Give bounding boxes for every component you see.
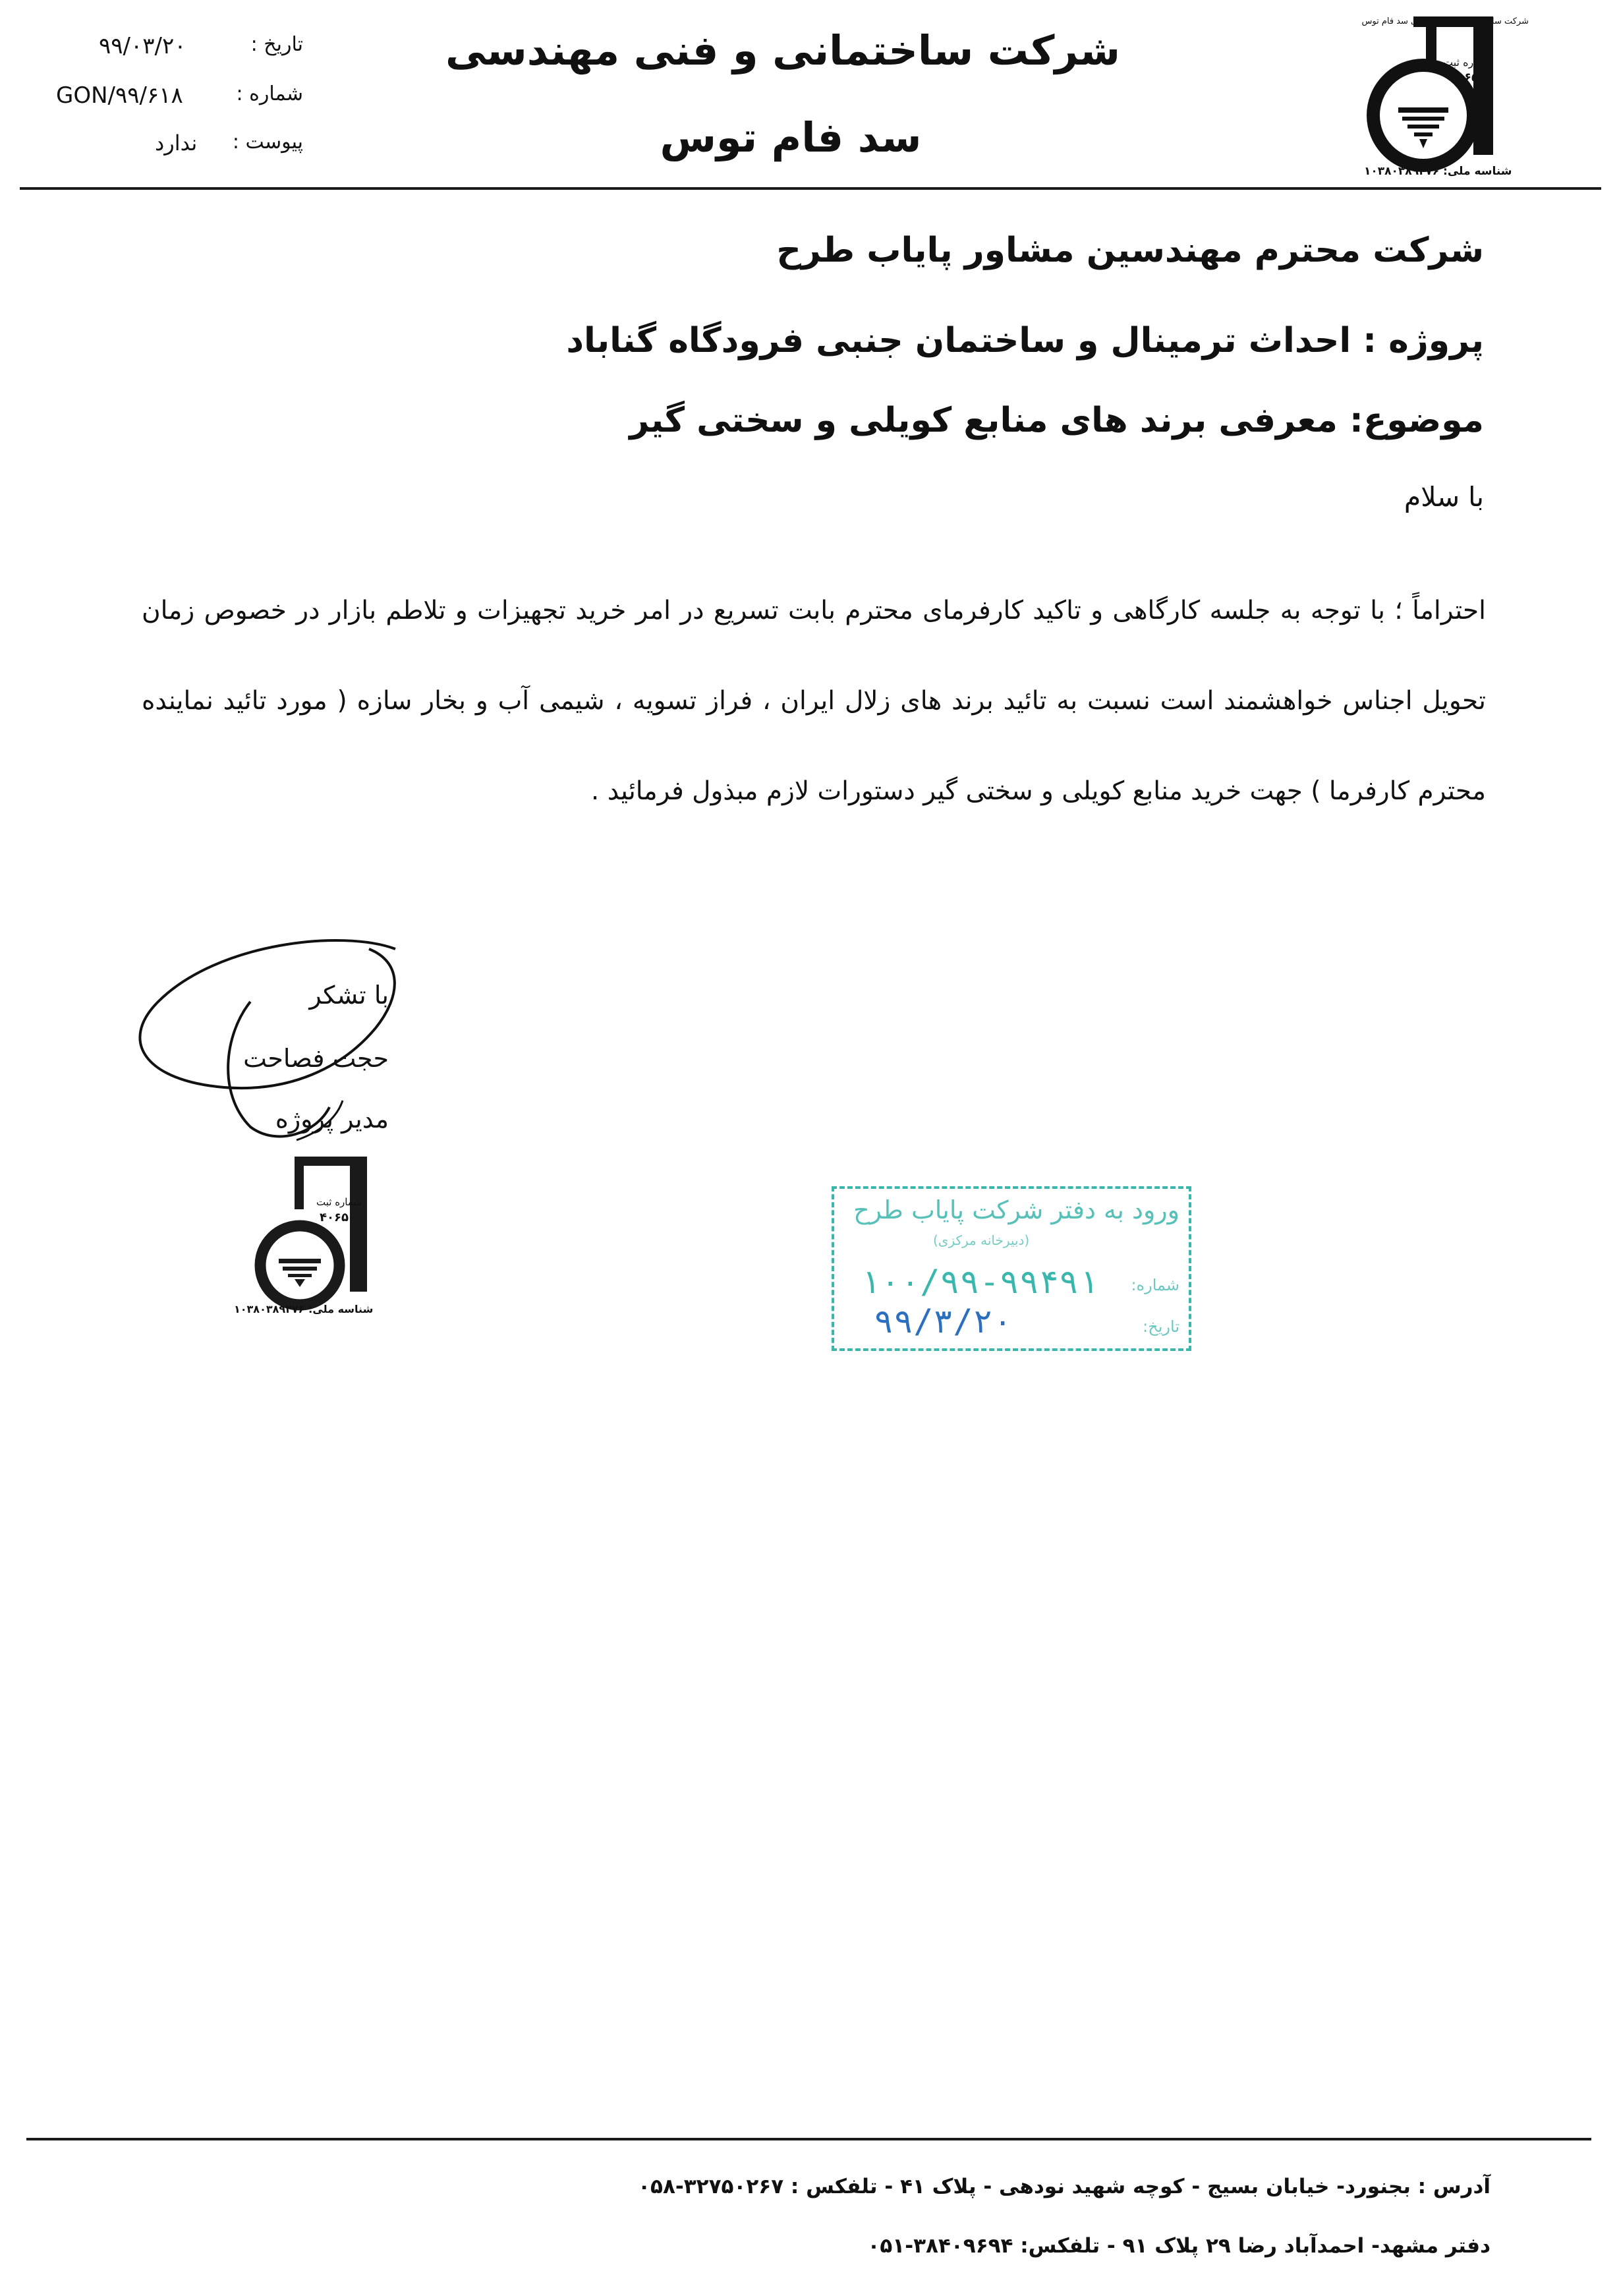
signer-name: حجت فصاحت: [243, 1044, 389, 1073]
stamp-registration-number: ۴۰۶۵: [320, 1211, 349, 1224]
company-stamp: [234, 1150, 395, 1321]
project-line: پروژه : احداث ترمینال و ساختمان جنبی فرودگاه گناباد: [566, 321, 1484, 360]
attachment-value: ندارد: [155, 130, 198, 156]
logo-icon: [1351, 10, 1522, 185]
header-divider: [20, 187, 1601, 190]
stamp-national-id: شناسه ملی: ۱۰۳۸۰۳۸۹۲۷۶: [234, 1303, 374, 1315]
date-value: ۹۹/۰۳/۲۰: [99, 33, 186, 59]
footer-divider: [26, 2138, 1591, 2140]
attachment-row: [53, 130, 303, 170]
entry-stamp-subtitle: (دبیرخانه مرکزی): [933, 1232, 1030, 1248]
company-name-line2: سد فام توس: [660, 113, 922, 161]
attachment-label: پیوست :: [232, 130, 303, 154]
company-stamp-icon: [234, 1150, 395, 1321]
footer-address: آدرس : بجنورد- خیابان بسیج - کوچه شهید نودهی - پلاک ۴۱ - تلفکس : ۳۲۷۵۰۲۶۷-۰۵۸: [638, 2175, 1491, 2198]
company-name: شرکت ساختمانی و فنی مهندسی: [445, 26, 1120, 74]
entry-stamp: [832, 1186, 1191, 1351]
logo-ring-text: شرکت ساختمانی و فنی مهندسی سد فام توس: [1361, 16, 1529, 26]
stamp-registration-label: شماره ثبت: [316, 1196, 362, 1208]
entry-stamp-number: ۱۰۰/۹۹-۹۹۴۹۱: [861, 1263, 1099, 1301]
number-label: شماره :: [236, 82, 303, 105]
company-logo: [1351, 10, 1529, 185]
number-value: GON/۹۹/۶۱۸: [56, 82, 183, 109]
footer-office: دفتر مشهد- احمدآباد رضا ۲۹ پلاک ۹۱ - تلفکس: ۳۸۴۰۹۶۹۴-۰۵۱: [867, 2234, 1491, 2258]
logo-registration-number: ۴۰۶۵: [1450, 71, 1479, 84]
subject-line: موضوع: معرفی برند های منابع کویلی و سختی گیر: [629, 401, 1484, 440]
entry-stamp-number-label: شماره:: [1131, 1276, 1179, 1294]
recipient: شرکت محترم مهندسین مشاور پایاب طرح: [776, 231, 1484, 270]
entry-stamp-date-label: تاریخ:: [1143, 1317, 1179, 1336]
entry-stamp-title: ورود به دفتر شرکت پایاب طرح: [853, 1195, 1179, 1224]
letter-body: احتراماً ؛ با توجه به جلسه کارگاهی و تاکید کارفرمای محترم بابت تسریع در امر خرید تجهیزات و تلاطم بازار در خصوص زمان تحویل اجناس خواهشمند است نسبت به تائید برند های زلال ایران ، فراز تسویه ، شیمی آب و بخار سازه ( مورد تائید نماینده محترم کارفرما ) جهت خرید منابع کویلی و سختی گیر دستورات لازم مبذول فرمائید .: [142, 596, 1486, 806]
date-row: [53, 33, 303, 72]
greeting: با سلام: [1404, 481, 1484, 513]
entry-stamp-date: ۹۹/۳/۲۰: [874, 1302, 1013, 1340]
logo-national-id: شناسه ملی: ۱۰۳۸۰۳۸۹۲۷۶: [1364, 165, 1512, 178]
number-row: [53, 82, 303, 122]
signer-title: مدیر پروژه: [275, 1105, 389, 1134]
closing: با تشکر: [309, 981, 389, 1010]
date-label: تاریخ :: [250, 33, 303, 56]
logo-registration-label: شماره ثبت: [1443, 56, 1492, 69]
